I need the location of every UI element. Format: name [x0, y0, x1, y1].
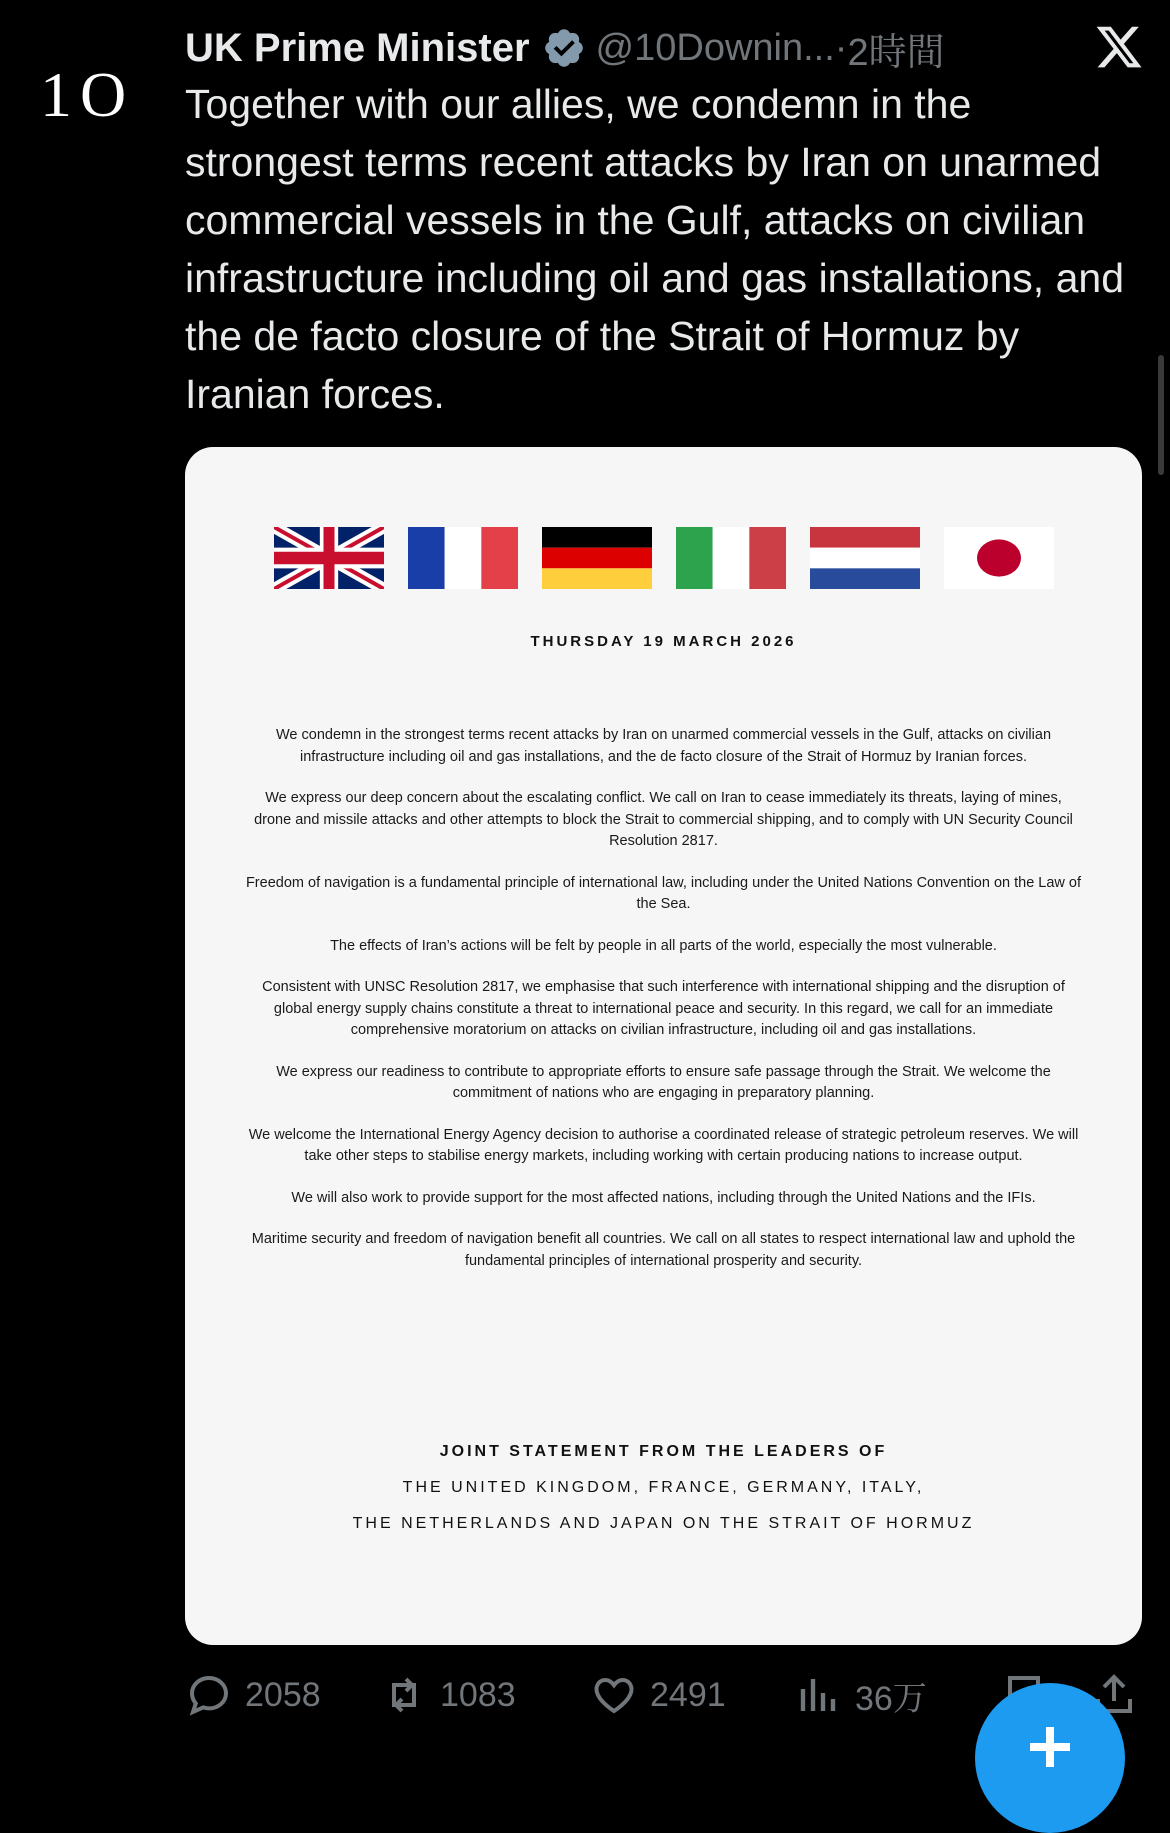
statement-paragraph: We express our readiness to contribute to appropriate efforts to ensure safe passage through the Strait. We welcome the commitment of nations who are engaging in preparatory planning. — [276, 1063, 1051, 1101]
statement-paragraph: We welcome the International Energy Agency decision to authorise a coordinated release of strategic petroleum reserves. We will take other steps to stabilise energy markets, including working with certain producing nations to increase output. — [248, 1126, 1079, 1164]
repost-button[interactable] — [380, 1665, 516, 1725]
repost-icon — [380, 1671, 428, 1719]
flag-united-kingdom-icon — [274, 527, 384, 589]
statement-paragraph: Consistent with UNSC Resolution 2817, we emphasise that such interference with international shipping and the disruption of global energy supply chains constitute a threat to international peace and security. In this regard, we call for an immediate comprehensive moratorium on attacks on civilian infrastructure, including oil and gas installations. — [262, 979, 1065, 1038]
statement-paragraph: We will also work to provide support for the most affected nations, including through the United Nations and the IFIs. — [291, 1189, 1036, 1206]
statement-paragraph: Freedom of navigation is a fundamental principle of international law, including under the United Nations Convention on the Law of the Sea. — [245, 874, 1082, 912]
flag-germany-icon — [542, 527, 652, 589]
tweet-header — [185, 18, 945, 78]
statement-paragraph: Maritime security and freedom of navigation benefit all countries. We call on all states to respect international law and uphold the fundamental principles of international prosperity and security. — [251, 1231, 1076, 1269]
views-count: 36万 — [855, 1679, 927, 1718]
scrollbar[interactable] — [1158, 355, 1164, 475]
display-name[interactable]: UK Prime Minister — [185, 25, 530, 70]
statement-body — [245, 725, 1082, 1292]
attached-image[interactable] — [185, 447, 1142, 1645]
statement-paragraph: We express our deep concern about the escalating conflict. We call on Iran to cease immediately its threats, laying of mines, drone and missile attacks and other attempts to block the Strait to commercial shipping, and to comply with UN Security Council Resolution 2817. — [254, 790, 1073, 849]
reply-icon — [185, 1671, 233, 1719]
flag-row — [185, 527, 1142, 589]
reply-count: 2058 — [245, 1675, 321, 1714]
views-button[interactable] — [795, 1665, 927, 1725]
footer-line: THE NETHERLANDS AND JAPAN ON THE STRAIT OF HORMUZ — [352, 1515, 975, 1532]
compose-button[interactable] — [975, 1683, 1125, 1833]
user-handle[interactable]: @10Downin... — [595, 26, 835, 69]
tweet-text: Together with our allies, we condemn in the strongest terms recent attacks by Iran on unarmed commercial vessels in the Gulf, attacks on civilian infrastructure including oil and gas installations, and the de facto closure of the Strait of Hormuz by Iranian forces. — [185, 81, 1124, 417]
verified-badge-icon — [542, 26, 586, 70]
footer-title: JOINT STATEMENT FROM THE LEADERS OF — [439, 1443, 888, 1460]
avatar[interactable]: 1O — [40, 59, 135, 130]
footer-line: THE UNITED KINGDOM, FRANCE, GERMANY, ITALY, — [402, 1479, 925, 1496]
views-icon — [795, 1671, 843, 1719]
plus-icon — [1030, 1743, 1070, 1751]
statement-paragraph: We condemn in the strongest terms recent attacks by Iran on unarmed commercial vessels in the Gulf, attacks on civilian infrastructure including oil and gas installations, and the de facto closure of the Strait of Hormuz by Iranian forces. — [275, 727, 1052, 765]
separator: · — [834, 26, 848, 69]
reply-button[interactable] — [185, 1665, 321, 1725]
flag-france-icon — [408, 527, 518, 589]
heart-icon — [590, 1671, 638, 1719]
flag-japan-icon — [944, 527, 1054, 589]
statement-paragraph: The effects of Iran’s actions will be felt by people in all parts of the world, especially the most vulnerable. — [330, 937, 997, 954]
statement-date: THURSDAY 19 MARCH 2026 — [530, 633, 797, 650]
like-button[interactable] — [590, 1665, 726, 1725]
statement-footer — [185, 1443, 1142, 1551]
repost-count: 1083 — [440, 1675, 516, 1714]
flag-italy-icon — [676, 527, 786, 589]
like-count: 2491 — [650, 1675, 726, 1714]
flag-netherlands-icon — [810, 527, 920, 589]
post-time[interactable]: 2時間 — [847, 31, 945, 74]
x-logo-icon[interactable] — [1092, 22, 1146, 72]
